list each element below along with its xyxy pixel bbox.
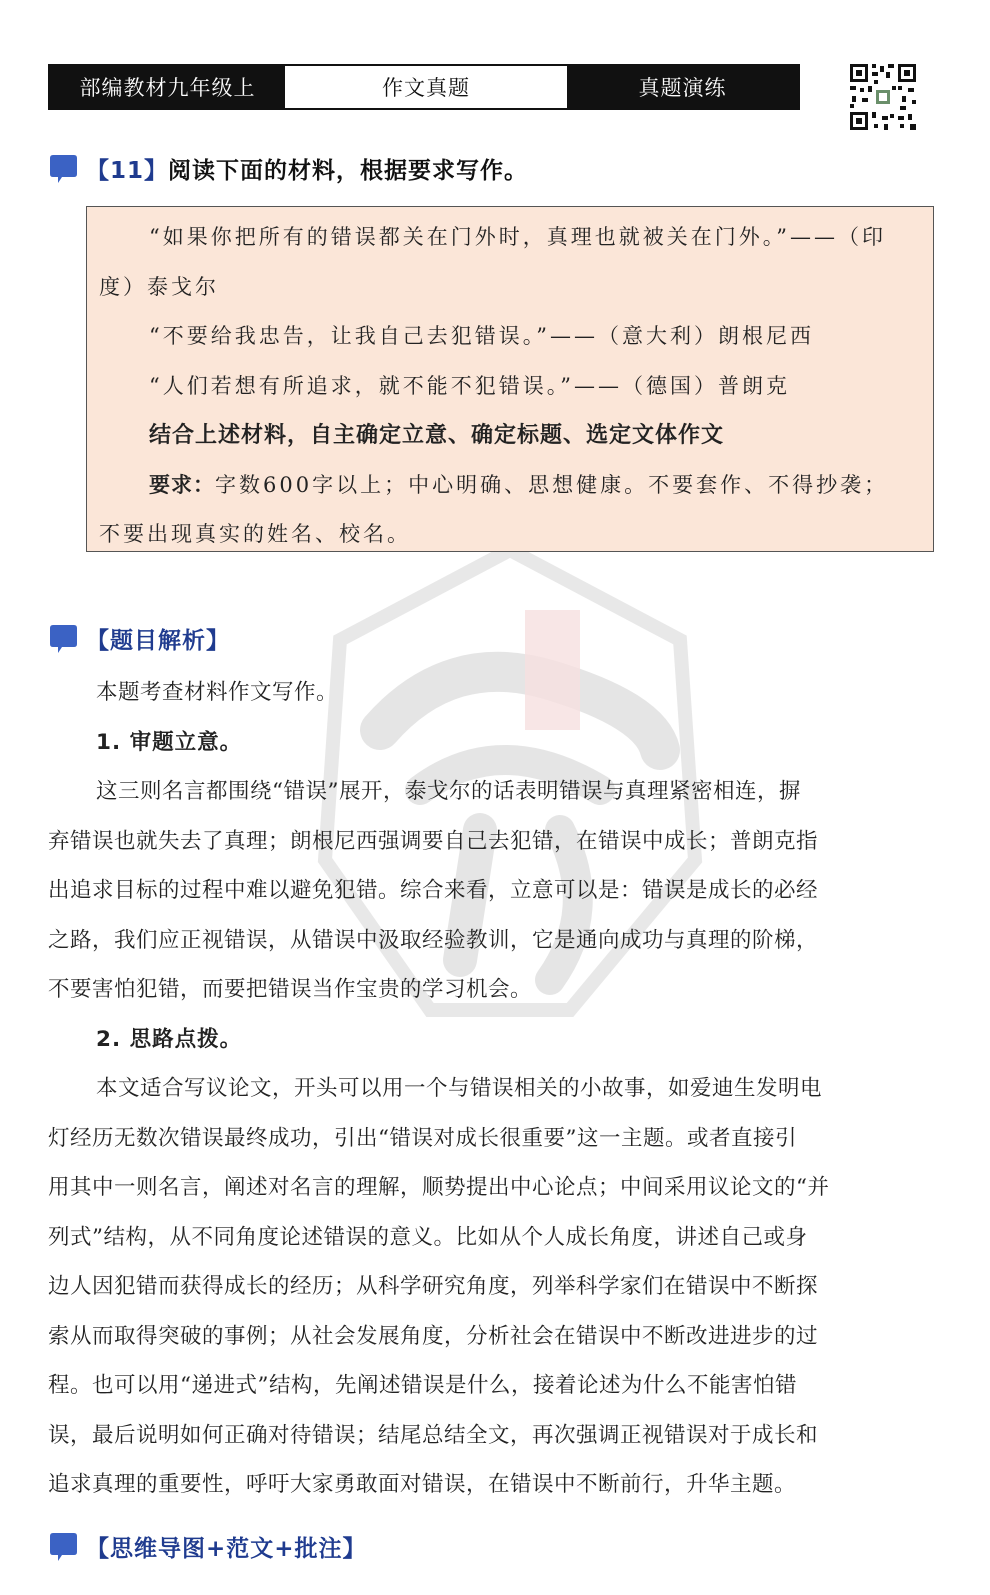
quote-tagore-line1: “如果你把所有的错误都关在门外时，真理也就被关在门外。”——（印 [149, 225, 886, 249]
question-prompt: 阅读下面的材料，根据要求写作。 [168, 158, 529, 184]
para2-line: 灯经历无数次错误最终成功，引出“错误对成长很重要”这一主题。或者直接引 [48, 1125, 797, 1151]
analysis-heading-text: 【题目解析】 [86, 628, 230, 654]
speech-bubble-icon [48, 154, 78, 184]
para1-line: 之路，我们应正视错误，从错误中汲取经验教训，它是通向成功与真理的阶梯， [48, 927, 819, 953]
para1-line: 这三则名言都围绕“错误”展开，泰戈尔的话表明错误与真理紧密相连，摒 [96, 779, 801, 804]
speech-bubble-icon [48, 1532, 78, 1562]
qr-code-icon [848, 62, 918, 132]
subheading-theme: 1. 审题立意。 [96, 729, 243, 755]
subheading-approach: 2. 思路点拨。 [96, 1026, 243, 1052]
analysis-intro: 本题考查材料作文写作。 [96, 680, 339, 705]
header-bar [48, 64, 800, 110]
requirement-line1 [99, 461, 919, 511]
requirement-line2: 不要出现真实的姓名、校名。 [99, 522, 411, 546]
para1-line: 不要害怕犯错，而要把错误当作宝贵的学习机会。 [48, 977, 533, 1002]
header-grade-cell: 部编教材九年级上 [50, 66, 285, 108]
para2-line: 程。也可以用“递进式”结构，先阐述错误是什么，接着论述为什么不能害怕错 [48, 1373, 797, 1398]
para2-line: 索从而取得突破的事例；从社会发展角度，分析社会在错误中不断改进进步的过 [48, 1323, 819, 1349]
header-topic-cell: 作文真题 [285, 66, 567, 108]
para2-line: 追求真理的重要性，呼吁大家勇敢面对错误，在错误中不断前行，升华主题。 [48, 1472, 797, 1497]
analysis-body [48, 668, 924, 1510]
speech-bubble-icon [48, 624, 78, 654]
quote-planck: “人们若想有所追求，就不能不犯错误。”——（德国）普朗克 [149, 373, 790, 398]
para2-line: 边人因犯错而获得成长的经历；从科学研究角度，列举科学家们在错误中不断探 [48, 1274, 819, 1299]
requirement-label: 要求： [149, 472, 215, 497]
para2-line: 本文适合写议论文，开头可以用一个与错误相关的小故事，如爱迪生发明电 [96, 1076, 823, 1101]
para2-line: 用其中一则名言，阐述对名言的理解，顺势提出中心论点；中间采用议论文的“并 [48, 1175, 830, 1200]
para2-line: 误，最后说明如何正确对待错误；结尾总结全文，再次强调正视错误对于成长和 [48, 1422, 819, 1448]
question-number: 【11】 [86, 158, 169, 184]
para1-line: 弃错误也就失去了真理；朗根尼西强调要自己去犯错，在错误中成长；普朗克指 [48, 828, 819, 854]
quote-langenisi: “不要给我忠告，让我自己去犯错误。”——（意大利）朗根尼西 [149, 324, 814, 348]
analysis-heading [48, 622, 230, 655]
question-heading [48, 152, 528, 185]
mindmap-heading [48, 1530, 367, 1563]
task-instruction: 结合上述材料，自主确定立意、确定标题、选定文体作文 [149, 423, 725, 448]
para1-line: 出追求目标的过程中难以避免犯错。综合来看，立意可以是：错误是成长的必经 [48, 878, 819, 903]
para2-line: 列式”结构，从不同角度论述错误的意义。比如从个人成长角度，讲述自己或身 [48, 1224, 808, 1250]
requirement-text: 字数600字以上；中心明确、思想健康。不要套作、不得抄袭； [215, 472, 889, 497]
header-practice-cell: 真题演练 [567, 66, 798, 108]
mindmap-heading-text: 【思维导图+范文+批注】 [86, 1536, 367, 1562]
material-box [86, 206, 934, 552]
quote-tagore-line2: 度）泰戈尔 [99, 274, 219, 299]
